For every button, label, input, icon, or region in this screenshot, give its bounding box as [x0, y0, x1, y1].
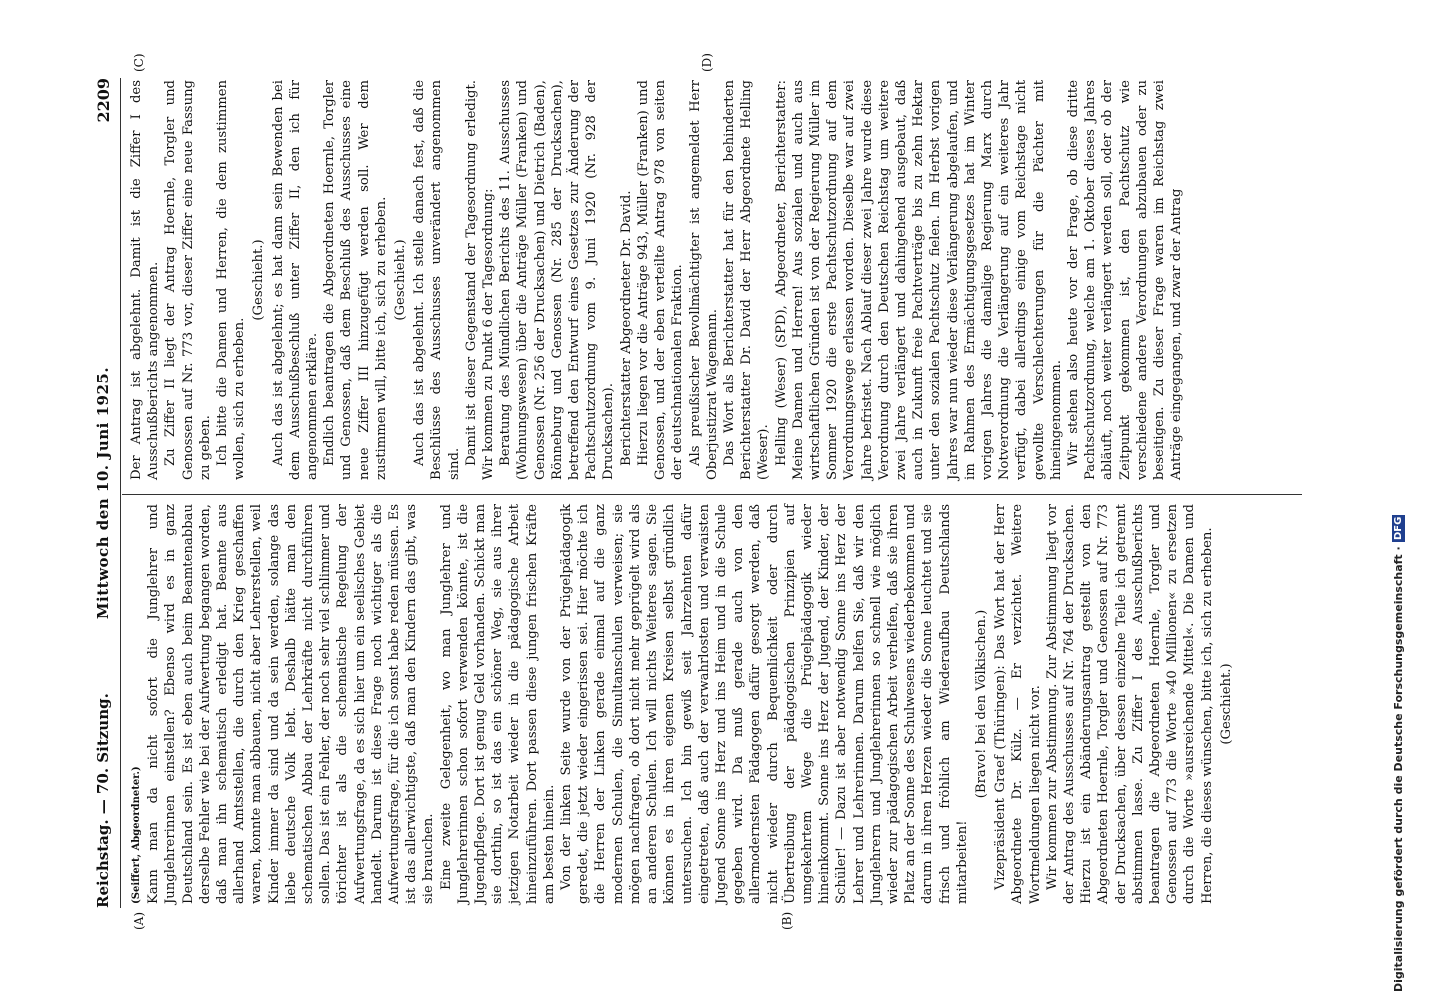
- procedure-note: (Geschieht.): [1218, 663, 1234, 745]
- paragraph: Auch das ist abgelehnt. Ich stelle danach fest, daß die Beschlüsse des Ausschusses unverändert angenommen sind.: [412, 80, 462, 480]
- dfg-logo: DFG: [1393, 517, 1404, 541]
- paragraph: Zu Ziffer II liegt der Antrag Hoernle, Torgler und Genossen auf Nr. 773 vor, dieser Ziffer eine neue Fassung zu geben.: [163, 80, 213, 480]
- paragraph: Kann man da nicht sofort die Junglehrer und Junglehrerinnen einstellen? Ebenso wird es in ganz Deutschland sein. Es ist eben auch beim Beamtenabbau derselbe Fehler wie bei der Aufwertung begangen worden, daß man ihn schematisch erledigt hat. Beamte aus allerhand Amtsstellen, die durch den Krieg geschaffen waren, konnte man abbauen, nicht aber Lehrerstellen, weil Kinder immer da sind und da sein werden, solange das liebe deutsche Volk lebt. Deshalb hätte man den schematischen Abbau der Lehrkräfte nicht durchführen sollen. Das ist ein Fehler, der noch sehr viel schlimmer und törichter ist als die schematische Regelung der Aufwertungsfrage, da es sich hier um ein seelisches Gebiet handelt. Darum ist diese Frage noch wichtiger als die Aufwertungsfrage, für die ich sonst habe reden müssen. Es ist das allerwichtigste, daß man den Kindern das gibt, was sie brauchen.: [146, 504, 437, 904]
- procedure-note: (Geschieht.): [393, 239, 409, 321]
- speaker-tag: (Seiffert, Abgeordneter.): [131, 766, 142, 904]
- margin-marker-b: (B): [780, 911, 794, 930]
- left-column: [128, 504, 1237, 904]
- paragraph: Berichterstatter Abgeordneter Dr. David.: [618, 190, 634, 466]
- paragraph: Der Antrag ist abgelehnt. Damit ist die Ziffer I des Ausschußberichts angenommen.: [129, 80, 162, 480]
- paragraph: Damit ist dieser Gegenstand der Tagesordnung erledigt. Wir kommen zu Punkt 6 der Tagesordnung:: [463, 80, 497, 480]
- page-number: 2209: [94, 78, 113, 123]
- digitization-credit: [1392, 12, 1412, 992]
- header-date: Mittwoch den 10. Juni 1925.: [94, 366, 112, 620]
- margin-marker-c: (C): [132, 53, 146, 72]
- paragraph: Endlich beantragen die Abgeordneten Hoernle, Torgler und Genossen, daß dem Beschluß des Ausschusses eine neue Ziffer III hinzugefügt werden soll. Wer dem zustimmen will, bitte ich, sich zu erheben.: [322, 80, 389, 480]
- right-column: [128, 80, 1185, 480]
- paragraph: Das Wort als Berichterstatter hat für den behinderten Berichterstatter Dr. David der Herr Abgeordnete Helling (Weser).: [721, 80, 772, 480]
- header-rule: [120, 78, 121, 908]
- column-divider: [122, 494, 1302, 495]
- agenda-item: Beratung des Mündlichen Berichts des 11. Ausschusses (Wohnungswesen) über die Anträge Müller (Franken) und Genossen (Nr. 256 der Drucksachen) und Dietrich (Baden), Rönneburg und Genossen (Nr. 285 der Drucksachen), betreffend den Entwurf eines Gesetzes zur Änderung der Pachtschutzordnung vom 9. Juni 1920 (Nr. 928 der Drucksachen).: [498, 80, 617, 480]
- paragraph: Vizepräsident Graef (Thüringen): Das Wort hat der Herr Abgeordnete Dr. Külz. — Er verzichtet. Weitere Wortmeldungen liegen nicht vor.: [993, 504, 1043, 904]
- paragraph: Ich bitte die Damen und Herren, die dem zustimmen wollen, sich zu erheben.: [215, 80, 248, 480]
- paragraph: Hierzu liegen vor die Anträge 943, Müller (Franken) und Genossen, und der eben verteilte Antrag 978 von seiten der deutschnationalen Fraktion.: [635, 80, 686, 480]
- paragraph: Auch das ist abgelehnt; es hat dann sein Bewenden bei dem Ausschußbeschluß unter Ziffer II, den ich für angenommen erkläre.: [270, 80, 321, 480]
- page-header: [94, 78, 118, 908]
- paragraph: Wir kommen zur Abstimmung. Zur Abstimmung liegt vor der Antrag des Ausschusses auf Nr. 764 der Drucksachen. Hierzu ist ein Abänderungsantrag gestellt von den Abgeordneten Hoernle, Torgler und Genossen auf Nr. 773 der Drucksachen, über dessen einzelne Teile ich getrennt abstimmen lasse. Zu Ziffer I des Ausschußberichts beantragen die Abgeordneten Hoernle, Torgler und Genossen auf 773 die Worte »40 Millionen« zu ersetzen durch die Worte »ausreichende Mittel«. Die Damen und Herren, die dieses wünschen, bitte ich, sich zu erheben.: [1044, 504, 1215, 904]
- credit-text: Digitalisierung gefördert durch die Deutsche Forschungsgemeinschaft ·: [1392, 546, 1405, 992]
- applause-note: (Bravo! bei den Völkischen.): [973, 609, 989, 799]
- procedure-note: (Geschieht.): [251, 239, 267, 321]
- header-session: Reichstag. — 70. Sitzung.: [94, 693, 112, 908]
- paragraph: Wir stehen also heute vor der Frage, ob diese dritte Pachtschutzordnung, welche am 1. Oktober dieses Jahres abläuft, noch weiter verlängert werden soll, oder ob der Zeitpunkt gekommen ist, den Pachtschutz wie verschiedene andere Verordnungen abzubauen oder zu beseitigen. Zu dieser Frage waren im Reichstag zwei Anträge eingegangen, und zwar der Antrag: [1065, 80, 1185, 480]
- paragraph: Helling (Weser) (SPD), Abgeordneter, Berichterstatter: Meine Damen und Herren! Aus sozialen und auch aus wirtschaftlichen Gründen ist von der Regierung Müller im Sommer 1920 die erste Pachtschutzordnung auf dem Verordnungswege erlassen worden. Dieselbe war auf zwei Jahre befristet. Nach Ablauf dieser zwei Jahre wurde diese Verordnung durch den Deutschen Reichstag um weitere zwei Jahre verlängert und dahingehend ausgebaut, daß auch in Zukunft freie Pachtverträge bis zu zehn Hektar unter den sozialen Pachtschutz fielen. Im Herbst vorigen Jahres war nun wieder diese Verlängerung abgelaufen, und im Rahmen des Ermächtigungsgesetzes hat im Winter vorigen Jahres die damalige Regierung Marx durch Notverordnung die Verlängerung auf ein weiteres Jahr verfügt, dabei allerdings einige vom Reichstage nicht gewollte Verschlechterungen für die Pächter mit hineingenommen.: [773, 80, 1064, 480]
- paragraph: Eine zweite Gelegenheit, wo man Junglehrer und Junglehrerinnen schon sofort verwenden könnte, ist die Jugendpflege. Dort ist genug Geld vorhanden. Schickt man sie dorthin, so ist das ein schöner Weg, sie aus ihrer jetzigen Notarbeit wieder in die pädagogische Arbeit hineinzuführen. Dort passen diese jungen frischen Kräfte am besten hinein.: [438, 504, 557, 904]
- margin-marker-a: (A): [132, 911, 146, 930]
- paragraph: Als preußischer Bevollmächtigter ist angemeldet Herr Oberjustizrat Wagemann.: [687, 80, 720, 480]
- margin-marker-d: (D): [700, 53, 714, 72]
- paragraph: Von der linken Seite wurde von der Prügelpädagogik geredet, die jetzt wieder eingerissen sei. Hier möchte ich die Herren der Linken gerade einmal auf die ganz modernen Schulen, die Simultanschulen verweisen; sie mögen nachfragen, ob dort nicht mehr geprügelt wird als an anderen Schulen. Ich will nichts Weiteres sagen. Sie können es in ihren eigenen Kreisen selbst gründlich untersuchen. Ich bin gewiß seit Jahrzehnten dafür eingetreten, daß auch der verwahrlosten und verwaisten Jugend Sonne ins Herz und ins Heim und in die Schule gegeben wird. Da muß gerade auch von den allermodernsten Pädagogen dafür gesorgt werden, daß nicht wieder durch Bequemlichkeit oder durch Übertreibung der pädagogischen Prinzipien auf umgekehrtem Wege die Prügelpädagogik wieder hineinkommt. Sonne ins Herz der Jugend, der Kinder, der Schüler! — Dazu ist aber notwendig Sonne ins Herz der Lehrer und Lehrerinnen. Darum helfen Sie, daß wir den Junglehrern und Junglehrerinnen so schnell wie möglich wieder zur pädagogischen Arbeit verhelfen, daß sie ihren Platz an der Sonne des Schulwesens wiederbekommen und darum in ihren Herzen wieder die Sonne leuchtet und sie frisch und fröhlich am Wiederaufbau Deutschlands mitarbeiten!: [559, 504, 970, 904]
